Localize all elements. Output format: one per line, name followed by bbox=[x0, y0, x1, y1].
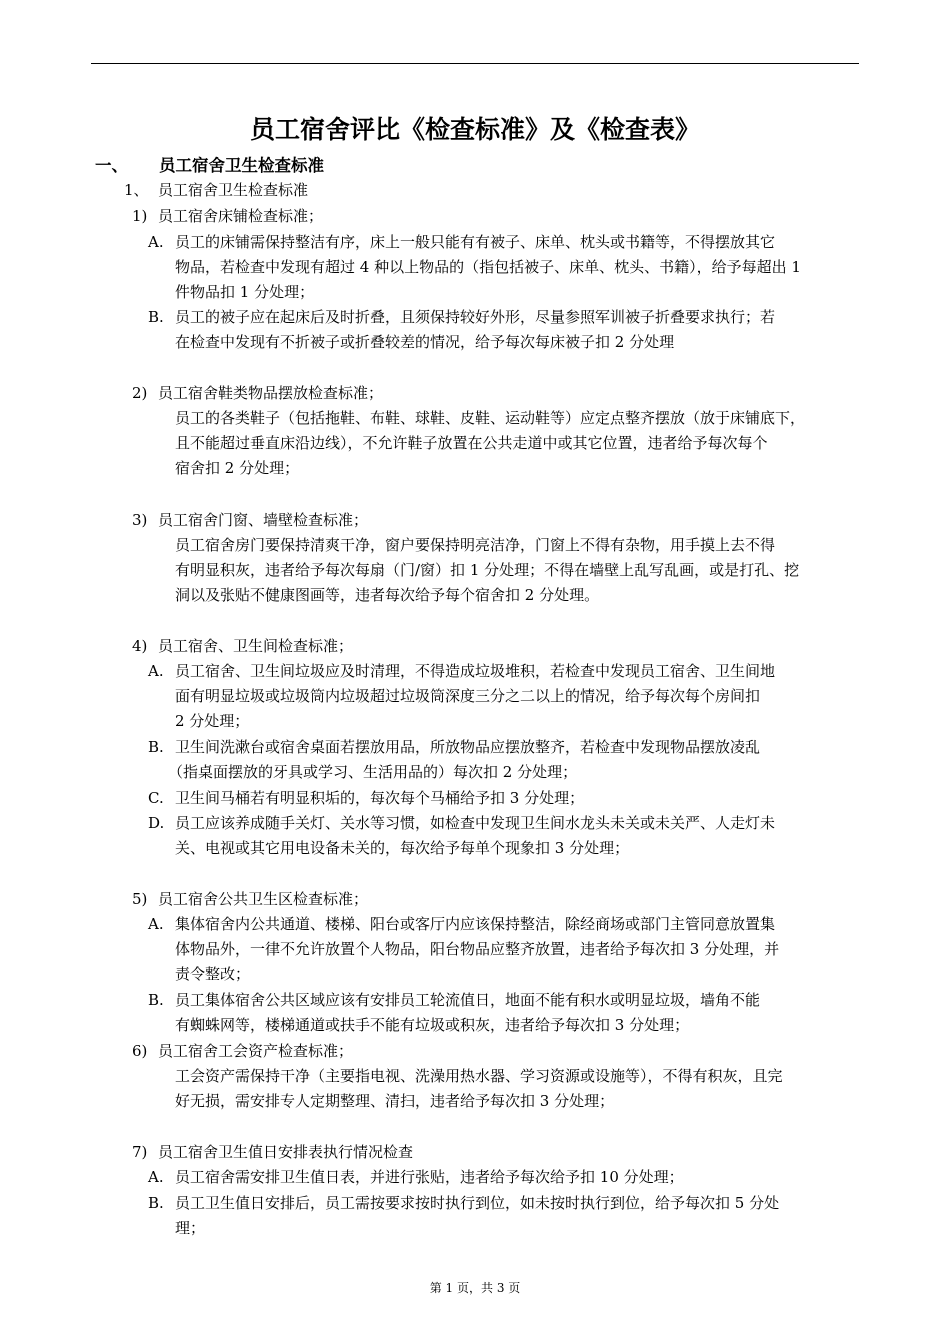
item-number: 5) bbox=[132, 890, 148, 908]
list-marker: A. bbox=[148, 233, 164, 251]
paragraph-line: 员工宿舍房门要保持清爽干净，窗户要保持明亮洁净，门窗上不得有杂物，用手摸上去不得 bbox=[175, 536, 776, 554]
list-marker: A. bbox=[148, 1168, 164, 1186]
page-footer: 第 1 页，共 3 页 bbox=[429, 1281, 521, 1295]
list-marker: B. bbox=[148, 738, 164, 756]
item-number: 2) bbox=[132, 384, 148, 402]
item-title: 员工宿舍门窗、墙壁检查标准； bbox=[158, 511, 369, 529]
list-marker: C. bbox=[148, 789, 164, 807]
item-title: 员工宿舍鞋类物品摆放检查标准； bbox=[158, 384, 384, 402]
paragraph-line: 员工宿舍、卫生间垃圾应及时清理，不得造成垃圾堆积，若检查中发现员工宿舍、卫生间地 bbox=[175, 662, 776, 680]
item-number: 1) bbox=[132, 207, 148, 225]
paragraph-line: 员工的床铺需保持整洁有序，床上一般只能有有被子、床单、枕头或书籍等，不得摆放其它 bbox=[175, 233, 776, 251]
header-rule bbox=[91, 63, 859, 64]
paragraph-line: 工会资产需保持干净（主要指电视、洗澡用热水器、学习资源或设施等），不得有积灰，且完 bbox=[175, 1067, 783, 1085]
paragraph-line: 好无损，需安排专人定期整理、清扫，违者给予每次扣 3 分处理； bbox=[175, 1092, 615, 1110]
paragraph-line: 有蜘蛛网等，楼梯通道或扶手不能有垃圾或积灰，违者给予每次扣 3 分处理； bbox=[175, 1016, 690, 1034]
paragraph-line: 物品，若检查中发现有超过 4 种以上物品的（指包括被子、床单、枕头、书籍），给予每超出 1 bbox=[175, 258, 801, 276]
paragraph-line: 2 分处理； bbox=[175, 712, 250, 730]
paragraph-line: 宿舍扣 2 分处理； bbox=[175, 459, 300, 477]
item-title: 员工宿舍工会资产检查标准； bbox=[158, 1042, 354, 1060]
paragraph-line: 洞以及张贴不健康图画等，违者每次给予每个宿舍扣 2 分处理。 bbox=[175, 586, 600, 604]
paragraph-line: 且不能超过垂直床沿边线），不允许鞋子放置在公共走道中或其它位置，违者给予每次每个 bbox=[175, 434, 768, 452]
list-marker: B. bbox=[148, 991, 164, 1009]
paragraph-line: 员工的各类鞋子（包括拖鞋、布鞋、球鞋、皮鞋、运动鞋等）应定点整齐摆放（放于床铺底下， bbox=[175, 409, 806, 427]
item-number: 7) bbox=[132, 1143, 148, 1161]
item-title: 员工宿舍公共卫生区检查标准； bbox=[158, 890, 369, 908]
list-marker: A. bbox=[148, 915, 164, 933]
item-title: 员工宿舍、卫生间检查标准； bbox=[158, 637, 354, 655]
paragraph-line: 卫生间马桶若有明显积垢的，每次每个马桶给予扣 3 分处理； bbox=[175, 789, 585, 807]
list-marker: B. bbox=[148, 308, 164, 326]
paragraph-line: 员工的被子应在起床后及时折叠，且须保持较好外形，尽量参照军训被子折叠要求执行；若 bbox=[175, 308, 776, 326]
paragraph-line: 员工卫生值日安排后，员工需按要求按时执行到位，如未按时执行到位，给予每次扣 5 分处 bbox=[175, 1194, 780, 1212]
paragraph-line: 员工集体宿舍公共区域应该有安排员工轮流值日，地面不能有积水或明显垃圾，墙角不能 bbox=[175, 991, 761, 1009]
subsection-title: 员工宿舍卫生检查标准 bbox=[158, 181, 309, 199]
paragraph-line: （指桌面摆放的牙具或学习、生活用品的）每次扣 2 分处理； bbox=[168, 763, 578, 781]
section-number: 一、 bbox=[95, 156, 128, 175]
paragraph-line: 员工宿舍需安排卫生值日表，并进行张贴，违者给予每次给予扣 10 分处理； bbox=[175, 1168, 684, 1186]
item-title: 员工宿舍卫生值日安排表执行情况检查 bbox=[158, 1143, 414, 1161]
item-number: 3) bbox=[132, 511, 148, 529]
paragraph-line: 责令整改； bbox=[175, 965, 251, 983]
list-marker: D. bbox=[148, 814, 165, 832]
list-marker: A. bbox=[148, 662, 164, 680]
paragraph-line: 理； bbox=[175, 1219, 206, 1237]
paragraph-line: 件物品扣 1 分处理； bbox=[175, 283, 315, 301]
section-title: 员工宿舍卫生检查标准 bbox=[159, 156, 324, 175]
document-title: 员工宿舍评比《检查标准》及《检查表》 bbox=[249, 115, 700, 144]
paragraph-line: 关、电视或其它用电设备未关的，每次给予每单个现象扣 3 分处理； bbox=[175, 839, 630, 857]
paragraph-line: 集体宿舍内公共通道、楼梯、阳台或客厅内应该保持整洁，除经商场或部门主管同意放置集 bbox=[175, 915, 776, 933]
item-number: 6) bbox=[132, 1042, 148, 1060]
paragraph-line: 体物品外，一律不允许放置个人物品，阳台物品应整齐放置，违者给予每次扣 3 分处理，并 bbox=[175, 940, 780, 958]
section-heading bbox=[95, 152, 324, 180]
paragraph-line: 员工应该养成随手关灯、关水等习惯，如检查中发现卫生间水龙头未关或未关严、人走灯未 bbox=[175, 814, 776, 832]
paragraph-line: 有明显积灰，违者给予每次每扇（门/窗）扣 1 分处理；不得在墙壁上乱写乱画，或是打孔、挖 bbox=[175, 561, 800, 579]
subsection-number: 1、 bbox=[124, 181, 149, 199]
item-title: 员工宿舍床铺检查标准； bbox=[158, 207, 324, 225]
list-marker: B. bbox=[148, 1194, 164, 1212]
item-number: 4) bbox=[132, 637, 148, 655]
paragraph-line: 面有明显垃圾或垃圾筒内垃圾超过垃圾筒深度三分之二以上的情况，给予每次每个房间扣 bbox=[175, 687, 761, 705]
paragraph-line: 在检查中发现有不折被子或折叠较差的情况，给予每次每床被子扣 2 分处理 bbox=[175, 333, 675, 351]
paragraph-line: 卫生间洗漱台或宿舍桌面若摆放用品，所放物品应摆放整齐，若检查中发现物品摆放凌乱 bbox=[175, 738, 761, 756]
